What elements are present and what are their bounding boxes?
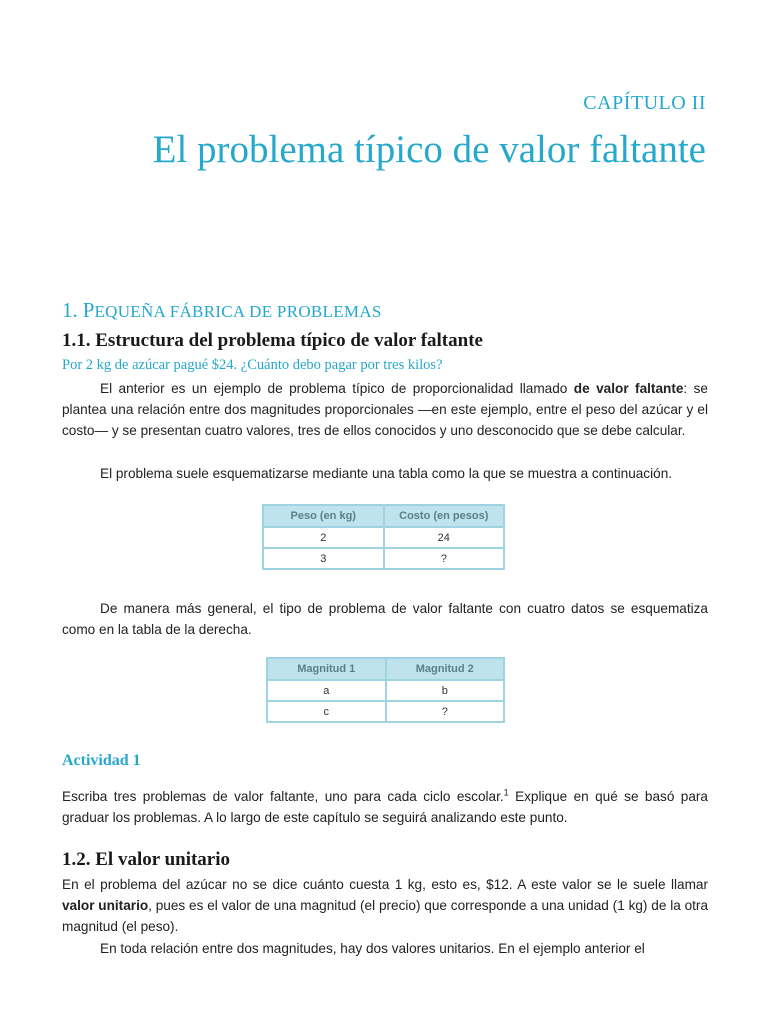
section-title <box>62 298 382 323</box>
table-header: Peso (en kg) <box>263 505 384 527</box>
activity-title: Actividad 1 <box>62 752 141 769</box>
paragraph-valor-unitario <box>62 874 708 937</box>
table-row <box>267 701 504 722</box>
activity-text-end: Explique en qué se basó para graduar los problemas. A lo largo de este capítulo se seguirá analizando este punto. <box>62 789 708 825</box>
table-header: Magnitud 2 <box>386 658 505 680</box>
paragraph-table-intro: El problema suele esquematizarse mediante una tabla como la que se muestra a continuación. <box>100 466 673 481</box>
table-row <box>267 680 504 701</box>
table-cell: ? <box>386 701 505 722</box>
term-valor-unitario: valor unitario <box>62 898 149 913</box>
table-header: Magnitud 1 <box>267 658 386 680</box>
paragraph-valor-unitario-end: , pues es el valor de una magnitud (el precio) que corresponde a una unidad (1 kg) de la otra magnitud (el peso). <box>62 898 709 934</box>
subsection-title-1-2: 1.2. El valor unitario <box>62 849 231 870</box>
table-cell: c <box>267 701 386 722</box>
example-question: Por 2 kg de azúcar pagué $24. ¿Cuánto debo pagar por tres kilos? <box>62 357 443 373</box>
activity-text <box>62 786 708 828</box>
paragraph-definition <box>62 378 708 441</box>
table-cell: 2 <box>263 527 384 548</box>
section-title-initial: P <box>82 298 95 322</box>
footnote-marker[interactable]: 1 <box>503 787 509 798</box>
paragraph-definition-end: : se plantea una relación entre dos magnitudes proporcionales —en este ejemplo, entre el peso del azúcar y el costo— y se presentan cuatro valores, tres de ellos conocidos y uno desconocido que se debe calcular. <box>62 381 708 438</box>
subsection-title-1-1: 1.1. Estructura del problema típico de valor faltante <box>62 330 483 351</box>
table-row <box>263 548 504 569</box>
table-header: Costo (en pesos) <box>384 505 505 527</box>
chapter-label: CAPÍTULO II <box>583 92 706 114</box>
table-cell: b <box>386 680 505 701</box>
table-cell: ? <box>384 548 505 569</box>
term-valor-faltante: de valor faltante <box>573 381 684 396</box>
table-peso-costo <box>262 504 505 570</box>
section-title-rest: EQUEÑA FÁBRICA DE PROBLEMAS <box>94 302 382 321</box>
chapter-title: El problema típico de valor faltante <box>152 128 706 171</box>
table-row <box>263 527 504 548</box>
activity-text-start: Escriba tres problemas de valor faltante, uno para cada ciclo escolar. <box>62 789 504 804</box>
table-cell: 3 <box>263 548 384 569</box>
table-magnitudes <box>266 657 505 723</box>
paragraph-valor-unitario-start: En el problema del azúcar no se dice cuánto cuesta 1 kg, esto es, $12. A este valor se le suele llamar <box>62 877 708 892</box>
section-number: 1. <box>62 298 78 322</box>
paragraph-definition-start: El anterior es un ejemplo de problema típico de proporcionalidad llamado <box>100 381 574 396</box>
table-cell: 24 <box>384 527 505 548</box>
table-cell: a <box>267 680 386 701</box>
paragraph-general-case: De manera más general, el tipo de problema de valor faltante con cuatro datos se esquematiza como en la tabla de la derecha. <box>62 601 708 637</box>
paragraph-two-unit-values: En toda relación entre dos magnitudes, hay dos valores unitarios. En el ejemplo anterior el <box>100 941 645 956</box>
